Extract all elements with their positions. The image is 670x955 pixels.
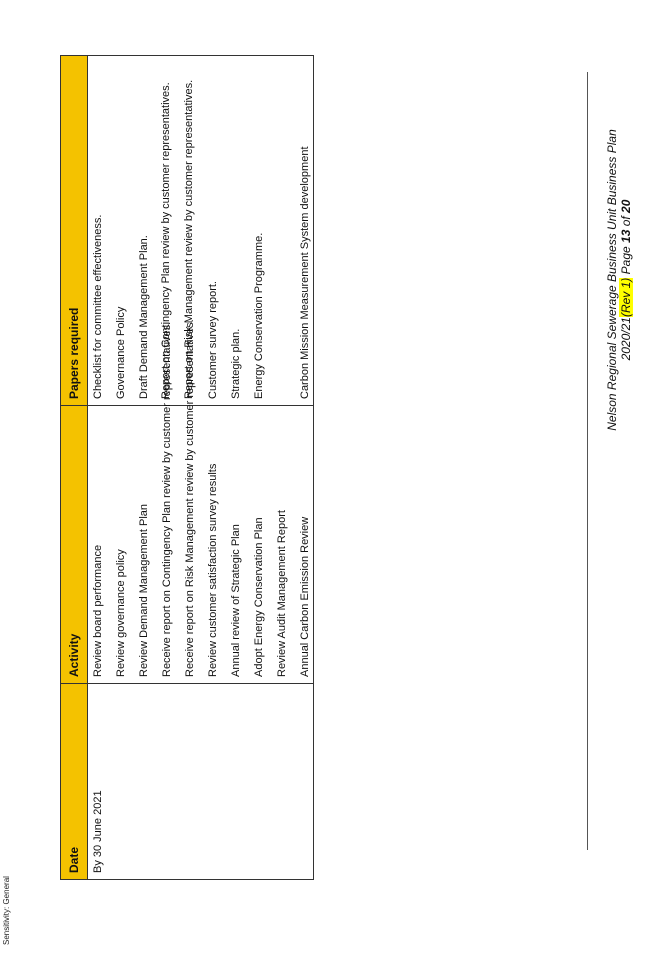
- paper-item: Customer survey report.: [207, 281, 219, 399]
- footer-page-info: [619, 120, 633, 440]
- activity-item: Annual Carbon Emission Review: [299, 516, 311, 677]
- paper-item: Report on Risk Management review by customer representatives.: [183, 79, 195, 399]
- paper-item: Draft Demand Management Plan.: [138, 235, 150, 399]
- footer-of-word: of: [619, 212, 633, 230]
- footer-divider: [587, 72, 588, 850]
- footer-page-word: Page: [619, 242, 633, 278]
- paper-item: Report on Contingency Plan review by customer representatives.: [160, 82, 172, 399]
- footer-revision: (Rev 1): [619, 277, 633, 318]
- page-footer: [605, 120, 633, 440]
- activity-item: Annual review of Strategic Plan: [230, 524, 242, 677]
- header-activity: Activity: [61, 405, 87, 683]
- table-header-row: [61, 56, 88, 879]
- activity-item: Review Audit Management Report: [276, 510, 288, 677]
- footer-page-number: 13: [619, 229, 633, 243]
- activity-item: Review board performance: [92, 544, 104, 677]
- paper-item: Checklist for committee effectiveness.: [92, 214, 104, 399]
- footer-page-total: 20: [619, 199, 633, 213]
- date-cell: [88, 683, 313, 879]
- activity-item: Review governance policy: [115, 549, 127, 677]
- activity-item: Receive report on Risk Management review by customer representatives.: [184, 319, 196, 677]
- paper-item: [276, 62, 299, 399]
- paper-item: Carbon Mission Measurement System development: [299, 146, 311, 399]
- table-body-row: [88, 56, 313, 879]
- papers-cell: [88, 56, 313, 405]
- schedule-table: [60, 55, 314, 880]
- paper-item: Governance Policy: [115, 306, 127, 399]
- activity-item: Adopt Energy Conservation Plan: [253, 517, 265, 677]
- header-papers: Papers required: [67, 307, 81, 399]
- activity-item: Receive report on Contingency Plan review by customer representatives.: [161, 321, 173, 677]
- footer-title: Nelson Regional Sewerage Business Unit Business Plan: [605, 129, 619, 431]
- header-date: Date: [61, 683, 87, 879]
- date-value: By 30 June 2021: [92, 790, 104, 873]
- paper-item: Energy Conservation Programme.: [253, 232, 265, 399]
- sensitivity-label: Sensitivity: General: [2, 876, 11, 945]
- footer-year: 2020/21: [619, 317, 633, 361]
- paper-item: Strategic plan.: [230, 328, 242, 399]
- activity-item: Review Demand Management Plan: [138, 503, 150, 677]
- activity-item: Review customer satisfaction survey results: [207, 463, 219, 677]
